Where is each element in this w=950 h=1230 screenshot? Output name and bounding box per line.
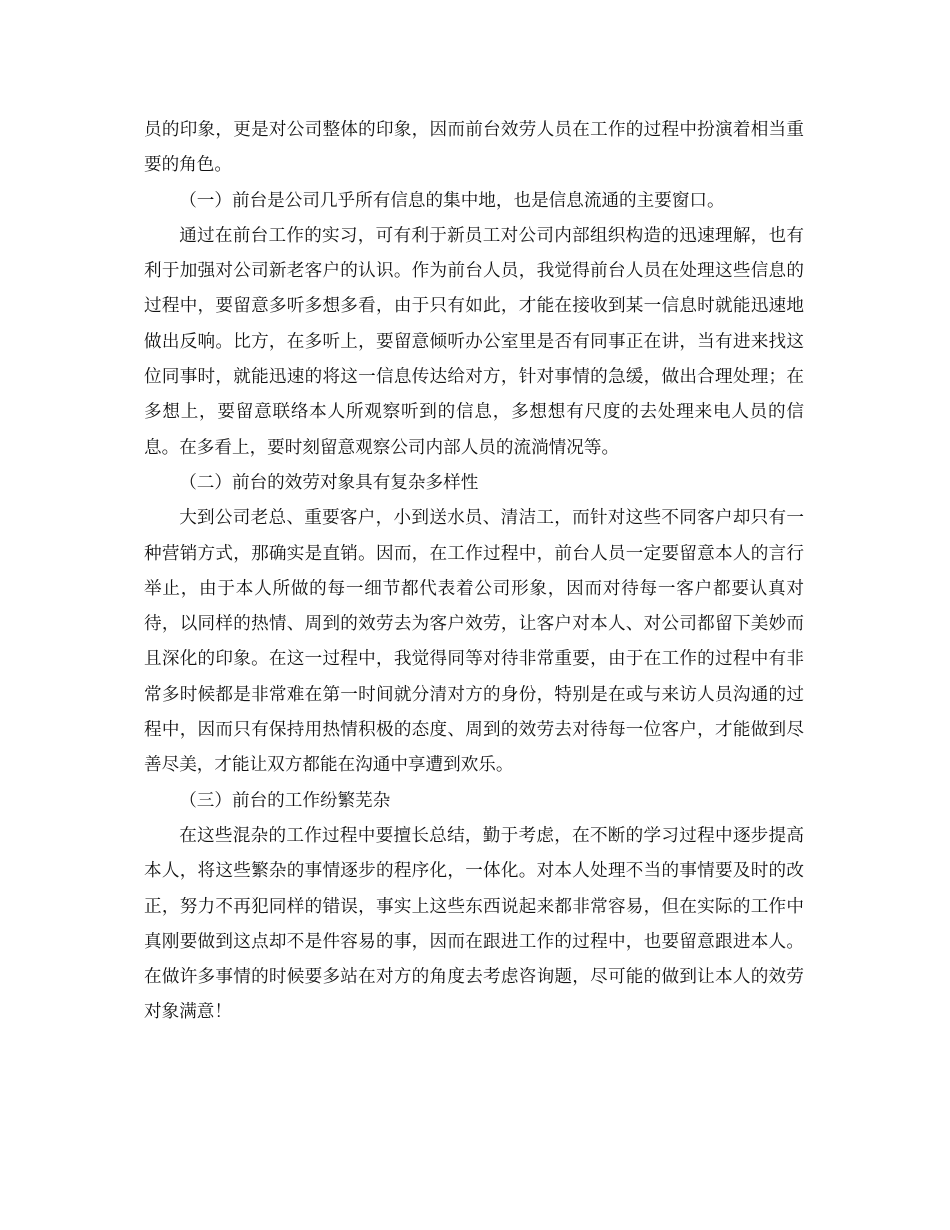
paragraph-2: 大到公司老总、重要客户，小到送水员、清洁工，而针对这些不同客户却只有一种营销方式，那确实是直销。因而，在工作过程中，前台人员一定要留意本人的言行举止，由于本人所做的每一细节都代表着公司形象，因而对待每一客户都要认真对待，以同样的热情、周到的效劳去为客户效劳，让客户对本人、对公司都留下美妙而且深化的印象。在这一过程中，我觉得同等对待非常重要，由于在工作的过程中有非常多时候都是非常难在第一时间就分清对方的身份，特别是在或与来访人员沟通的过程中，因而只有保持用热情积极的态度、周到的效劳去对待每一位客户，才能做到尽善尽美，才能让双方都能在沟通中享遭到欢乐。	[144, 508, 804, 776]
section-heading-2: （二）前台的效劳对象具有复杂多样性	[179, 472, 479, 493]
section-heading-3: （三）前台的工作纷繁芜杂	[179, 790, 391, 811]
paragraph-3: 在这些混杂的工作过程中要擅长总结，勤于考虑，在不断的学习过程中逐步提高本人，将这些繁杂的事情逐步的程序化，一体化。对本人处理不当的事情要及时的改正，努力不再犯同样的错误，事实上这些东西说起来都非常容易，但在实际的工作中真刚要做到这点却不是件容易的事，因而在跟进工作的过程中，也要留意跟进本人。在做许多事情的时候要多站在对方的角度去考虑咨询题，尽可能的做到让本人的效劳对象满意！	[144, 825, 804, 1023]
section-heading-1: （一）前台是公司几乎所有信息的集中地，也是信息流通的主要窗口。	[179, 190, 725, 211]
paragraph-continuation: 员的印象，更是对公司整体的印象，因而前台效劳人员在工作的过程中扮演着相当重要的角色。	[144, 120, 804, 176]
paragraph-1: 通过在前台工作的实习，可有利于新员工对公司内部组织构造的迅速理解，也有利于加强对公司新老客户的认识。作为前台人员，我觉得前台人员在处理这些信息的过程中，要留意多听多想多看，由于只有如此，才能在接收到某一信息时就能迅速地做出反响。比方，在多听上，要留意倾听办公室里是否有同事正在讲，当有进来找这位同事时，就能迅速的将这一信息传达给对方，针对事情的急缓，做出合理处理；在多想上，要留意联络本人所观察听到的信息，多想想有尺度的去处理来电人员的信息。在多看上，要时刻留意观察公司内部人员的流淌情况等。	[144, 225, 804, 458]
document-page	[144, 113, 804, 1031]
